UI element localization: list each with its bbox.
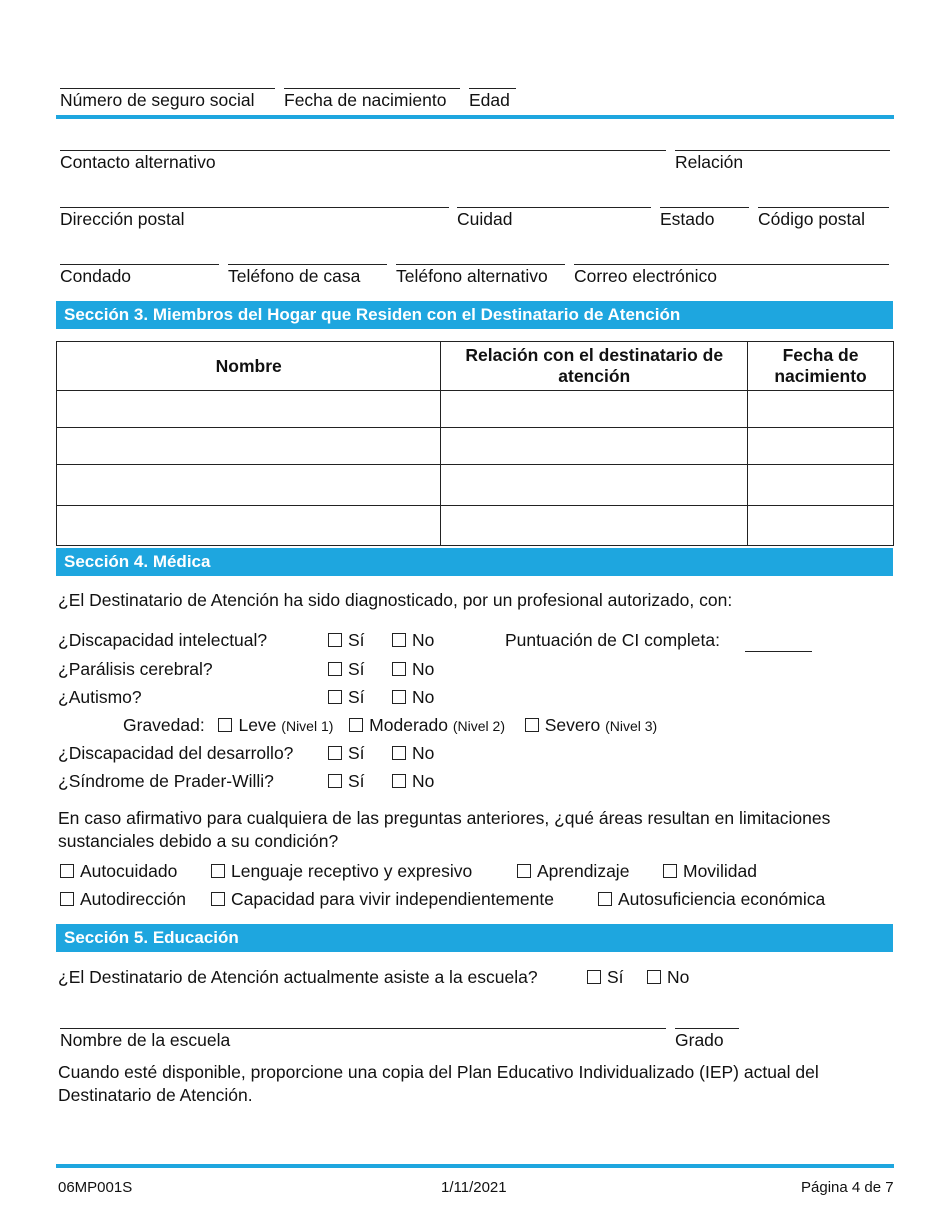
no-label: No bbox=[412, 659, 435, 679]
area-selfdirection[interactable] bbox=[60, 889, 186, 910]
footer-form-id: 06MP001S bbox=[58, 1179, 133, 1196]
alt-phone-field[interactable] bbox=[396, 264, 565, 287]
iep-text: Cuando esté disponible, proporcione una copia del Plan Educativo Individualizado (IEP) actual del Destinatario de Atención. bbox=[58, 1062, 819, 1105]
county-field[interactable] bbox=[60, 264, 219, 287]
q-autism-label: ¿Autismo? bbox=[58, 687, 142, 707]
section5-header bbox=[56, 924, 893, 952]
q-autism-yes[interactable] bbox=[328, 687, 365, 708]
checkbox-icon[interactable] bbox=[349, 718, 363, 732]
table-cell[interactable] bbox=[441, 391, 748, 428]
checkbox-icon[interactable] bbox=[587, 970, 601, 984]
alt-contact-field[interactable] bbox=[60, 150, 666, 173]
school-no[interactable] bbox=[647, 967, 689, 988]
no-label: No bbox=[412, 771, 435, 791]
table-cell[interactable] bbox=[748, 465, 894, 506]
relation-field[interactable] bbox=[675, 150, 890, 173]
area-economic[interactable] bbox=[598, 889, 825, 910]
q-cerebral-yes[interactable] bbox=[328, 659, 365, 680]
q-prader-yes[interactable] bbox=[328, 771, 365, 792]
area-economic-label: Autosuficiencia económica bbox=[618, 889, 826, 909]
section5-title: Sección 5. Educación bbox=[64, 928, 239, 947]
checkbox-icon[interactable] bbox=[60, 892, 74, 906]
yes-label: Sí bbox=[607, 967, 624, 987]
checkbox-icon[interactable] bbox=[328, 690, 342, 704]
severity-mild-level: (Nivel 1) bbox=[281, 718, 334, 734]
age-label: Edad bbox=[469, 90, 510, 110]
table-cell[interactable] bbox=[748, 428, 894, 465]
checkbox-icon[interactable] bbox=[328, 746, 342, 760]
no-label: No bbox=[667, 967, 690, 987]
school-question: ¿El Destinatario de Atención actualmente asiste a la escuela? bbox=[58, 967, 538, 987]
severity-severe-option[interactable] bbox=[525, 715, 657, 735]
table-cell[interactable] bbox=[441, 465, 748, 506]
area-independent-label: Capacidad para vivir independientemente bbox=[231, 889, 554, 909]
checkbox-icon[interactable] bbox=[392, 690, 406, 704]
zip-field[interactable] bbox=[758, 207, 889, 230]
q-intellectual-no[interactable] bbox=[392, 630, 434, 651]
checkbox-icon[interactable] bbox=[392, 746, 406, 760]
q-prader-no[interactable] bbox=[392, 771, 434, 792]
col-dob-header: Fecha de nacimiento bbox=[748, 342, 894, 391]
footer-divider bbox=[56, 1164, 894, 1168]
city-field[interactable] bbox=[457, 207, 651, 230]
table-row bbox=[57, 506, 894, 546]
checkbox-icon[interactable] bbox=[328, 774, 342, 788]
checkbox-icon[interactable] bbox=[328, 662, 342, 676]
state-label: Estado bbox=[660, 209, 715, 229]
q-developmental-no[interactable] bbox=[392, 743, 434, 764]
severity-severe-label: Severo bbox=[544, 715, 601, 735]
checkbox-icon[interactable] bbox=[211, 864, 225, 878]
zip-label: Código postal bbox=[758, 209, 866, 229]
no-label: No bbox=[412, 630, 435, 650]
checkbox-icon[interactable] bbox=[647, 970, 661, 984]
no-label: No bbox=[412, 687, 435, 707]
yes-label: Sí bbox=[348, 659, 365, 679]
yes-label: Sí bbox=[348, 743, 365, 763]
state-field[interactable] bbox=[660, 207, 749, 230]
dob-field[interactable] bbox=[284, 88, 460, 111]
yes-label: Sí bbox=[348, 771, 365, 791]
no-label: No bbox=[412, 743, 435, 763]
alt-contact-label: Contacto alternativo bbox=[60, 152, 216, 172]
age-field[interactable] bbox=[469, 88, 516, 111]
table-cell[interactable] bbox=[748, 506, 894, 546]
checkbox-icon[interactable] bbox=[392, 662, 406, 676]
table-cell[interactable] bbox=[57, 506, 441, 546]
yes-label: Sí bbox=[348, 630, 365, 650]
table-cell[interactable] bbox=[748, 391, 894, 428]
footer-date: 1/11/2021 bbox=[441, 1179, 507, 1196]
checkbox-icon[interactable] bbox=[598, 892, 612, 906]
checkbox-icon[interactable] bbox=[60, 864, 74, 878]
school-yes[interactable] bbox=[587, 967, 624, 988]
checkbox-icon[interactable] bbox=[663, 864, 677, 878]
table-cell[interactable] bbox=[441, 506, 748, 546]
dob-label: Fecha de nacimiento bbox=[284, 90, 447, 110]
iq-score-field[interactable] bbox=[745, 651, 812, 652]
q-developmental-label: ¿Discapacidad del desarrollo? bbox=[58, 743, 294, 763]
section3-title: Sección 3. Miembros del Hogar que Residen con el Destinatario de Atención bbox=[64, 305, 681, 324]
checkbox-icon[interactable] bbox=[525, 718, 539, 732]
area-language-label: Lenguaje receptivo y expresivo bbox=[231, 861, 473, 881]
section4-header bbox=[56, 548, 893, 576]
address-label: Dirección postal bbox=[60, 209, 185, 229]
q-intellectual-yes[interactable] bbox=[328, 630, 365, 651]
area-language[interactable] bbox=[211, 861, 472, 882]
table-header-row bbox=[57, 342, 894, 391]
severity-mild-option[interactable] bbox=[218, 715, 333, 735]
q-developmental-yes[interactable] bbox=[328, 743, 365, 764]
q-prader-label: ¿Síndrome de Prader-Willi? bbox=[58, 771, 274, 791]
severity-moderate-level: (Nivel 2) bbox=[452, 718, 505, 734]
table-cell[interactable] bbox=[57, 428, 441, 465]
severity-label: Gravedad: bbox=[123, 715, 205, 735]
checkbox-icon[interactable] bbox=[392, 633, 406, 647]
area-learning-label: Aprendizaje bbox=[537, 861, 630, 881]
q-intellectual-label: ¿Discapacidad intelectual? bbox=[58, 630, 268, 650]
alt-phone-label: Teléfono alternativo bbox=[396, 266, 548, 286]
school-name-label: Nombre de la escuela bbox=[60, 1030, 231, 1050]
limitations-text: En caso afirmativo para cualquiera de las preguntas anteriores, ¿qué áreas resultan en limitaciones sustanciales debido a su condición? bbox=[58, 808, 831, 851]
area-mobility[interactable] bbox=[663, 861, 757, 882]
q-autism-no[interactable] bbox=[392, 687, 434, 708]
area-selfcare-label: Autocuidado bbox=[80, 861, 178, 881]
severity-row bbox=[123, 715, 657, 736]
area-independent[interactable] bbox=[211, 889, 554, 910]
table-cell[interactable] bbox=[441, 428, 748, 465]
county-label: Condado bbox=[60, 266, 132, 286]
city-label: Cuidad bbox=[457, 209, 513, 229]
checkbox-icon[interactable] bbox=[211, 892, 225, 906]
grade-field[interactable] bbox=[675, 1028, 739, 1051]
area-selfdirection-label: Autodirección bbox=[80, 889, 187, 909]
school-name-field[interactable] bbox=[60, 1028, 666, 1051]
home-phone-field[interactable] bbox=[228, 264, 387, 287]
home-phone-label: Teléfono de casa bbox=[228, 266, 361, 286]
severity-moderate-option[interactable] bbox=[349, 715, 505, 735]
household-table bbox=[56, 341, 894, 546]
q-cerebral-no[interactable] bbox=[392, 659, 434, 680]
relation-label: Relación bbox=[675, 152, 744, 172]
ssn-field[interactable] bbox=[60, 88, 275, 111]
section4-title: Sección 4. Médica bbox=[64, 552, 211, 571]
table-row bbox=[57, 428, 894, 465]
table-row bbox=[57, 391, 894, 428]
checkbox-icon[interactable] bbox=[218, 718, 232, 732]
section3-header bbox=[56, 301, 893, 329]
footer-page: Página 4 de 7 bbox=[801, 1179, 894, 1196]
checkbox-icon[interactable] bbox=[392, 774, 406, 788]
area-mobility-label: Movilidad bbox=[683, 861, 757, 881]
grade-label: Grado bbox=[675, 1030, 724, 1050]
checkbox-icon[interactable] bbox=[328, 633, 342, 647]
col-relation-header: Relación con el destinatario de atención bbox=[441, 342, 748, 391]
ssn-label: Número de seguro social bbox=[60, 90, 255, 110]
col-name-header: Nombre bbox=[57, 342, 441, 391]
area-learning[interactable] bbox=[517, 861, 629, 882]
email-field[interactable] bbox=[574, 264, 889, 287]
header-divider bbox=[56, 115, 894, 119]
table-cell[interactable] bbox=[57, 391, 441, 428]
table-cell[interactable] bbox=[57, 465, 441, 506]
q-cerebral-label: ¿Parálisis cerebral? bbox=[58, 659, 213, 679]
section4-intro: ¿El Destinatario de Atención ha sido diagnosticado, por un profesional autorizado, con: bbox=[58, 590, 733, 610]
checkbox-icon[interactable] bbox=[517, 864, 531, 878]
severity-mild-label: Leve bbox=[238, 715, 277, 735]
yes-label: Sí bbox=[348, 687, 365, 707]
iq-score-label: Puntuación de CI completa: bbox=[505, 630, 720, 650]
severity-severe-level: (Nivel 3) bbox=[605, 718, 658, 734]
address-field[interactable] bbox=[60, 207, 449, 230]
severity-moderate-label: Moderado bbox=[369, 715, 448, 735]
area-selfcare[interactable] bbox=[60, 861, 177, 882]
table-row bbox=[57, 465, 894, 506]
email-label: Correo electrónico bbox=[574, 266, 717, 286]
